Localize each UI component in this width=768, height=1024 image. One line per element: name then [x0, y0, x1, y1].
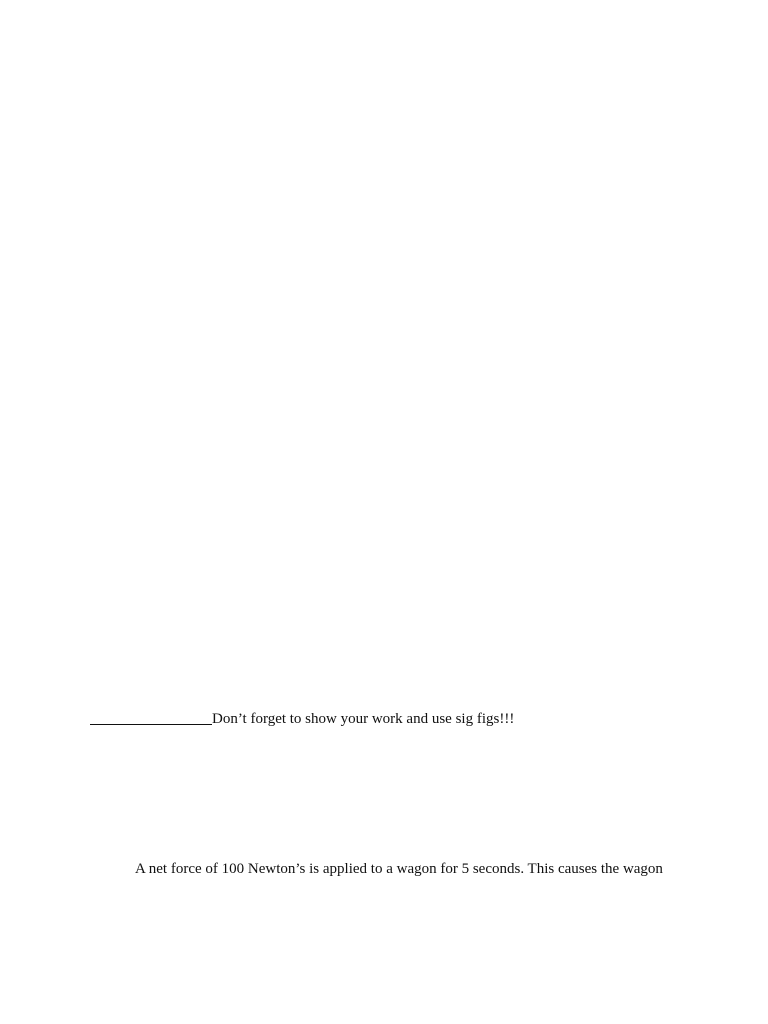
- answer-line: [90, 709, 514, 728]
- answer-blank: [90, 709, 212, 725]
- sig-figs-reminder: Don’t forget to show your work and use sig figs!!!: [212, 711, 515, 727]
- physics-problem-text: A net force of 100 Newton’s is applied to a wagon for 5 seconds. This causes the wagon: [135, 861, 663, 877]
